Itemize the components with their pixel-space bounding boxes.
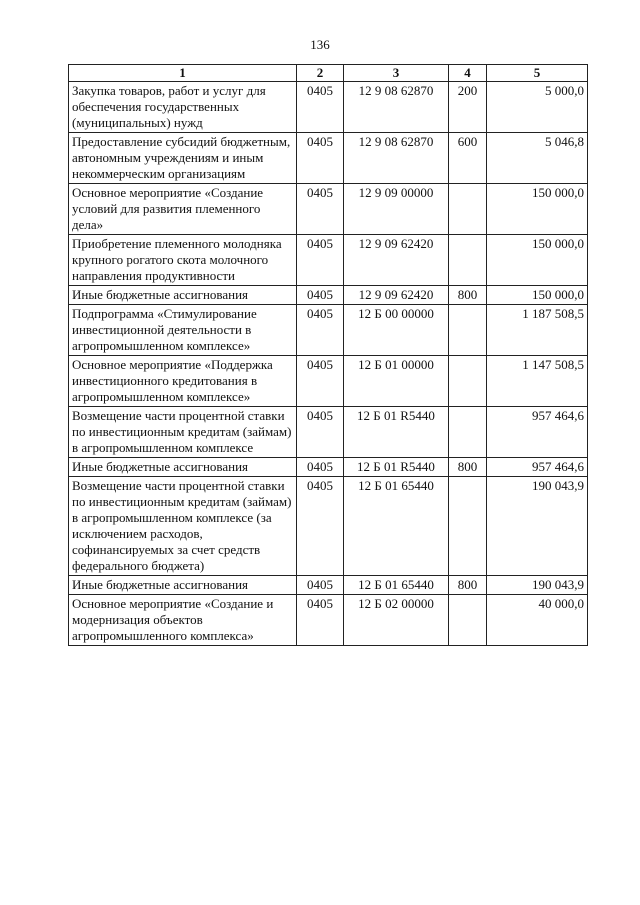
row-code: 12 Б 02 00000 (344, 595, 449, 646)
row-code: 12 Б 01 00000 (344, 356, 449, 407)
row-name: Подпрограмма «Стимулирование инвестиционной деятельности в агропромышленном комплексе» (69, 305, 297, 356)
page-number: 136 (310, 37, 330, 52)
row-code: 12 9 09 00000 (344, 184, 449, 235)
row-type: 800 (449, 286, 487, 305)
row-name: Возмещение части процентной ставки по инвестиционным кредитам (займам) в агропромышленном комплексе (за исключением расходов, софинансируемых за счет средств федерального бюджета) (69, 477, 297, 576)
row-amount: 1 187 508,5 (487, 305, 588, 356)
row-name: Возмещение части процентной ставки по инвестиционным кредитам (займам) в агропромышленном комплексе (69, 407, 297, 458)
col-header-1: 1 (69, 65, 297, 82)
table-row (69, 305, 588, 356)
table-row (69, 477, 588, 576)
table-row (69, 235, 588, 286)
row-type (449, 235, 487, 286)
row-code: 12 Б 01 R5440 (344, 458, 449, 477)
row-amount: 150 000,0 (487, 184, 588, 235)
row-section: 0405 (297, 576, 344, 595)
row-code: 12 9 08 62870 (344, 133, 449, 184)
row-name: Иные бюджетные ассигнования (69, 576, 297, 595)
row-type (449, 407, 487, 458)
row-type: 600 (449, 133, 487, 184)
col-header-3: 3 (344, 65, 449, 82)
row-section: 0405 (297, 133, 344, 184)
row-code: 12 9 09 62420 (344, 235, 449, 286)
table-row (69, 576, 588, 595)
col-header-4: 4 (449, 65, 487, 82)
budget-table (68, 64, 588, 646)
row-section: 0405 (297, 305, 344, 356)
row-code: 12 9 08 62870 (344, 82, 449, 133)
row-amount: 150 000,0 (487, 235, 588, 286)
table-row (69, 458, 588, 477)
table-row (69, 82, 588, 133)
table-row (69, 356, 588, 407)
row-type: 800 (449, 458, 487, 477)
row-name: Приобретение племенного молодняка крупного рогатого скота молочного направления продуктивности (69, 235, 297, 286)
row-section: 0405 (297, 458, 344, 477)
row-section: 0405 (297, 184, 344, 235)
row-name: Основное мероприятие «Поддержка инвестиционного кредитования в агропромышленном комплексе» (69, 356, 297, 407)
table-row (69, 133, 588, 184)
row-name: Предоставление субсидий бюджетным, автономным учреждениям и иным некоммерческим организациям (69, 133, 297, 184)
table-row (69, 407, 588, 458)
row-section: 0405 (297, 286, 344, 305)
row-type (449, 184, 487, 235)
row-code: 12 Б 00 00000 (344, 305, 449, 356)
row-type (449, 305, 487, 356)
row-type (449, 595, 487, 646)
row-type (449, 477, 487, 576)
row-amount: 190 043,9 (487, 477, 588, 576)
row-name: Иные бюджетные ассигнования (69, 458, 297, 477)
row-section: 0405 (297, 82, 344, 133)
row-amount: 40 000,0 (487, 595, 588, 646)
row-section: 0405 (297, 356, 344, 407)
row-amount: 5 000,0 (487, 82, 588, 133)
col-header-5: 5 (487, 65, 588, 82)
row-amount: 150 000,0 (487, 286, 588, 305)
row-section: 0405 (297, 407, 344, 458)
table-row (69, 595, 588, 646)
row-code: 12 Б 01 R5440 (344, 407, 449, 458)
row-amount: 5 046,8 (487, 133, 588, 184)
row-section: 0405 (297, 595, 344, 646)
row-name: Иные бюджетные ассигнования (69, 286, 297, 305)
header-row (69, 65, 588, 82)
row-amount: 957 464,6 (487, 458, 588, 477)
col-header-2: 2 (297, 65, 344, 82)
row-name: Закупка товаров, работ и услуг для обеспечения государственных (муниципальных) нужд (69, 82, 297, 133)
table-row (69, 286, 588, 305)
row-section: 0405 (297, 235, 344, 286)
row-name: Основное мероприятие «Создание и модернизация объектов агропромышленного комплекса» (69, 595, 297, 646)
row-amount: 190 043,9 (487, 576, 588, 595)
table-row (69, 184, 588, 235)
row-code: 12 Б 01 65440 (344, 576, 449, 595)
row-type: 800 (449, 576, 487, 595)
row-section: 0405 (297, 477, 344, 576)
row-code: 12 9 09 62420 (344, 286, 449, 305)
row-type: 200 (449, 82, 487, 133)
row-amount: 957 464,6 (487, 407, 588, 458)
row-name: Основное мероприятие «Создание условий для развития племенного дела» (69, 184, 297, 235)
row-type (449, 356, 487, 407)
row-code: 12 Б 01 65440 (344, 477, 449, 576)
row-amount: 1 147 508,5 (487, 356, 588, 407)
